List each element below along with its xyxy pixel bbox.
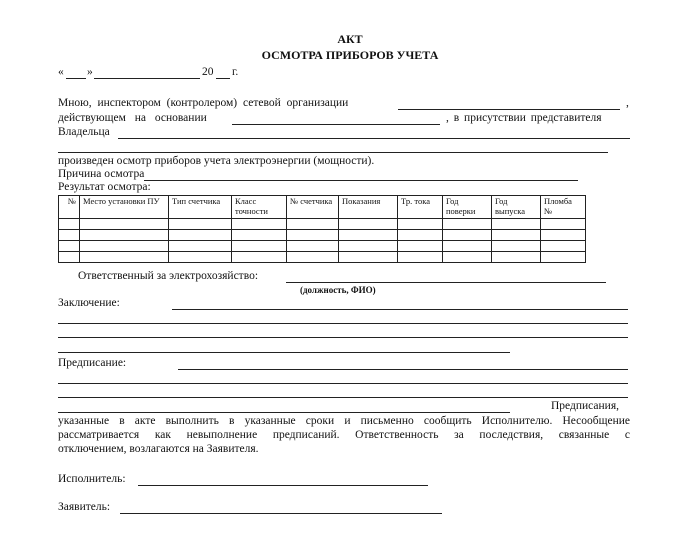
table-cell[interactable] <box>443 219 492 230</box>
table-cell[interactable] <box>287 219 339 230</box>
reason-label: Причина осмотра <box>58 168 145 180</box>
act-title: АКТ <box>337 32 363 46</box>
table-cell[interactable] <box>443 230 492 241</box>
table-cell[interactable] <box>80 219 169 230</box>
table-row <box>59 241 586 252</box>
basis-field[interactable] <box>232 124 440 125</box>
table-cell[interactable] <box>232 219 287 230</box>
table-cell[interactable] <box>492 230 541 241</box>
conclusion-field-3[interactable] <box>58 337 628 338</box>
table-row <box>59 252 586 263</box>
inspector-text: Мною, инспектором (контролером) сетевой организации <box>58 97 349 109</box>
table-cell[interactable] <box>541 219 586 230</box>
table-cell[interactable] <box>80 230 169 241</box>
prescription-text-line2: рассматривается как невыполнение предписаний. Ответственность за последствия, связанные с <box>58 429 630 441</box>
table-cell[interactable] <box>398 230 443 241</box>
col-header-accuracy-class: Класс точности <box>232 196 287 219</box>
table-cell[interactable] <box>59 230 80 241</box>
table-cell[interactable] <box>339 241 398 252</box>
responsible-field[interactable] <box>286 282 606 283</box>
table-cell[interactable] <box>80 252 169 263</box>
date-year-prefix: 20 <box>202 66 214 78</box>
table-cell[interactable] <box>59 219 80 230</box>
prescription-field-4[interactable] <box>58 412 510 413</box>
table-cell[interactable] <box>541 241 586 252</box>
line1-comma: , <box>626 97 629 109</box>
date-close-quote: » <box>87 66 93 78</box>
col-header-current-transformer: Тр. тока <box>398 196 443 219</box>
date-open-quote: « <box>58 66 64 78</box>
date-year-suffix: г. <box>232 66 239 78</box>
reason-field[interactable] <box>144 180 578 181</box>
col-header-meter-type: Тип счетчика <box>169 196 232 219</box>
date-day-field[interactable] <box>66 78 86 79</box>
col-header-number: № <box>59 196 80 219</box>
table-cell[interactable] <box>398 241 443 252</box>
table-cell[interactable] <box>169 241 232 252</box>
table-row <box>59 219 586 230</box>
prescription-end-word: Предписания, <box>551 400 619 412</box>
table-cell[interactable] <box>287 252 339 263</box>
conclusion-field-2[interactable] <box>58 323 628 324</box>
table-cell[interactable] <box>492 219 541 230</box>
prescription-text-line1: указанные в акте выполнить в указанные сроки и письменно сообщить Исполнителю. Несообщение <box>58 415 630 427</box>
act-subtitle: ОСМОТРА ПРИБОРОВ УЧЕТА <box>261 48 439 62</box>
executor-label: Исполнитель: <box>58 473 126 485</box>
table-row <box>59 230 586 241</box>
table-cell[interactable] <box>287 230 339 241</box>
table-cell[interactable] <box>541 252 586 263</box>
network-org-field[interactable] <box>398 109 620 110</box>
col-header-manufacture-year: Год выпуска <box>492 196 541 219</box>
result-label: Результат осмотра: <box>58 181 151 193</box>
col-header-seal-number: Пломба № <box>541 196 586 219</box>
table-cell[interactable] <box>169 252 232 263</box>
col-header-verification-year: Год поверки <box>443 196 492 219</box>
prescription-label: Предписание: <box>58 357 127 369</box>
col-header-location: Место установки ПУ <box>80 196 169 219</box>
table-header-row <box>59 196 586 219</box>
inspection-results-table <box>58 195 586 263</box>
table-cell[interactable] <box>287 241 339 252</box>
prescription-field-2[interactable] <box>58 383 628 384</box>
table-cell[interactable] <box>443 252 492 263</box>
applicant-label: Заявитель: <box>58 501 111 513</box>
owner-label: Владельца <box>58 126 110 138</box>
table-cell[interactable] <box>80 241 169 252</box>
table-cell[interactable] <box>59 241 80 252</box>
table-cell[interactable] <box>443 241 492 252</box>
responsible-label: Ответственный за электрохозяйство: <box>78 270 259 282</box>
table-cell[interactable] <box>339 219 398 230</box>
inspection-performed-text: произведен осмотр приборов учета электроэнергии (мощности). <box>58 155 375 167</box>
owner-field[interactable] <box>118 138 630 139</box>
conclusion-label: Заключение: <box>58 297 120 309</box>
table-cell[interactable] <box>541 230 586 241</box>
table-cell[interactable] <box>492 241 541 252</box>
prescription-field-1[interactable] <box>178 369 628 370</box>
table-cell[interactable] <box>339 230 398 241</box>
prescription-field-3[interactable] <box>58 397 628 398</box>
table-cell[interactable] <box>169 230 232 241</box>
table-cell[interactable] <box>232 252 287 263</box>
date-month-field[interactable] <box>94 78 200 79</box>
date-year-field[interactable] <box>216 78 230 79</box>
table-cell[interactable] <box>492 252 541 263</box>
col-header-readings: Показания <box>339 196 398 219</box>
table-cell[interactable] <box>398 252 443 263</box>
conclusion-field-4[interactable] <box>58 352 510 353</box>
applicant-signature-field[interactable] <box>120 513 442 514</box>
basis-text: действующем на основании <box>58 112 207 124</box>
table-cell[interactable] <box>398 219 443 230</box>
presence-text: , в присутствии представителя <box>446 112 602 124</box>
col-header-meter-number: № счетчика <box>287 196 339 219</box>
executor-signature-field[interactable] <box>138 485 428 486</box>
table-cell[interactable] <box>169 219 232 230</box>
responsible-sublabel: (должность, ФИО) <box>300 285 376 295</box>
prescription-text-line3: отключением, возлагаются на Заявителя. <box>58 443 259 455</box>
table-cell[interactable] <box>339 252 398 263</box>
table-cell[interactable] <box>232 241 287 252</box>
conclusion-field-1[interactable] <box>172 309 628 310</box>
table-cell[interactable] <box>232 230 287 241</box>
owner-field-continued[interactable] <box>58 152 608 153</box>
table-cell[interactable] <box>59 252 80 263</box>
